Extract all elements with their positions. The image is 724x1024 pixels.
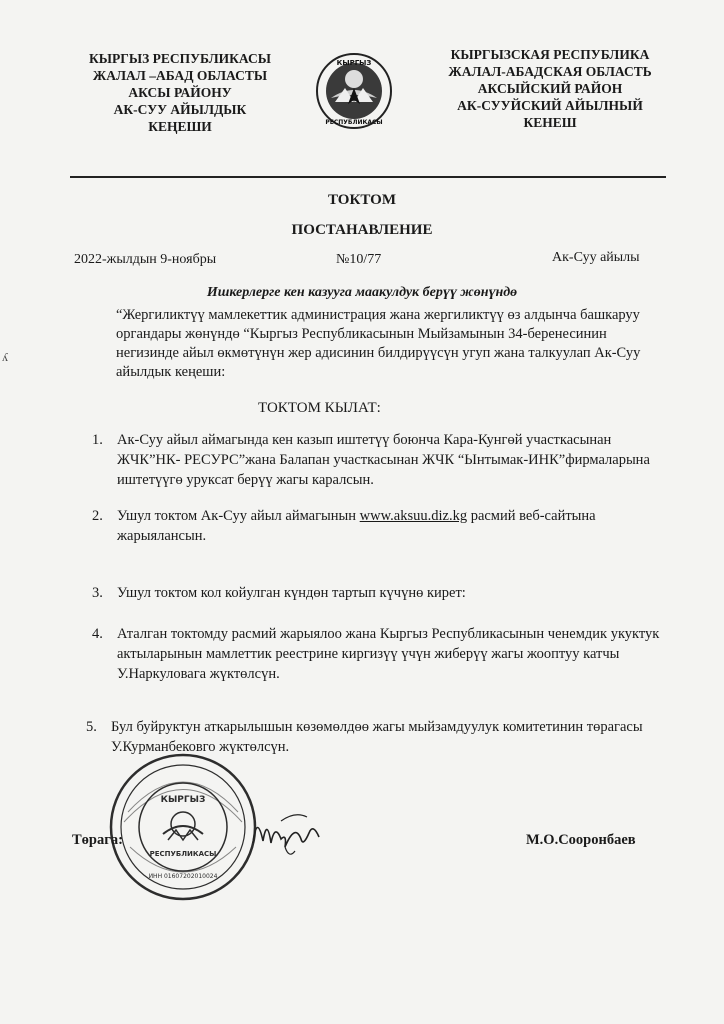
decree-item xyxy=(86,717,671,757)
header-right-line: ЖАЛАЛ-АБАДСКАЯ ОБЛАСТЬ xyxy=(448,64,652,79)
preamble-text: “Жергиликтүү мамлекеттик администрация жана жергиликтүү өз алдынча башкаруу органдары жөнүндө “Кыргыз Республикасынын Мыйзамынын 34-беренесинин негизинде айыл өкмөтүнүн жер адисинин билдирүүсүн угуп жана талкуулап Ак-Суу айылдык кеңеши: xyxy=(116,307,641,380)
chair-label: Төрага: xyxy=(72,832,123,848)
header-left-line: КЫРГЫЗ РЕСПУБЛИКАСЫ xyxy=(88,51,272,66)
item-number: 4. xyxy=(92,626,103,642)
header-divider xyxy=(70,176,666,178)
item-number: 1. xyxy=(92,432,103,448)
doc-number: №10/77 xyxy=(336,252,382,267)
website-link[interactable]: www.aksuu.diz.kg xyxy=(359,508,468,524)
header-right-line: АК-СУУЙСКИЙ АЙЫЛНЫЙ xyxy=(457,98,643,113)
item-number: 3. xyxy=(92,585,103,601)
kyrgyz-emblem-icon xyxy=(315,52,393,130)
svg-text:РЕСПУБЛИКАСЫ: РЕСПУБЛИКАСЫ xyxy=(149,850,217,858)
item-number: 5. xyxy=(86,719,97,735)
header-left-line: АКСЫ РАЙОНУ xyxy=(128,85,232,100)
scan-edge-mark: ʎ xyxy=(2,350,8,364)
decree-item xyxy=(92,583,677,603)
official-stamp-icon xyxy=(108,752,258,902)
item-text: Ушул токтом кол койулган күндөн тартып күчүнө кирет: xyxy=(117,585,466,601)
decree-item xyxy=(92,430,677,490)
doc-preamble xyxy=(116,306,666,382)
item-number: 2. xyxy=(92,508,103,524)
svg-text:ИНН 01607202010024: ИНН 01607202010024 xyxy=(148,873,218,880)
header-right-line: КЫРГЫЗСКАЯ РЕСПУБЛИКА xyxy=(450,47,650,62)
doc-decree-heading: ТОКТОМ КЫЛАТ: xyxy=(258,400,381,416)
svg-text:РЕСПУБЛИКАСЫ: РЕСПУБЛИКАСЫ xyxy=(325,119,383,126)
header-right-line: АКСЫЙСКИЙ РАЙОН xyxy=(477,81,623,96)
item-text: Бул буйруктун аткарылышын көзөмөлдөө жагы мыйзамдуулук комитетинин төрагасы У.Курманбековго жүктөлсүн. xyxy=(111,719,643,755)
doc-title-ru: ПОСТАНАВЛЕНИЕ xyxy=(291,222,433,238)
item-text: Аталган токтомду расмий жарыялоо жана Кыргыз Республикасынын ченемдик укуктук актыларынын мамлеттик реестрине киргизүү үчүн жиберүү жагы жооптуу катчы У.Наркуловага жүктөлсүн. xyxy=(117,626,660,682)
header-left-line: АК-СУУ АЙЫЛДЫК xyxy=(113,102,247,117)
header-left-block xyxy=(70,50,290,135)
svg-text:КЫРГЫЗ: КЫРГЫЗ xyxy=(336,59,372,67)
header-right-block xyxy=(430,46,670,131)
signatory-name: М.О.Сооронбаев xyxy=(526,832,636,848)
doc-title-ky: ТОКТОМ xyxy=(328,192,396,208)
item-text: Ушул токтом Ак-Суу айыл аймагынын xyxy=(117,508,360,524)
item-text: расмий веб-сайтына жарыялансын. xyxy=(117,508,596,544)
decree-item xyxy=(92,624,677,684)
doc-subject: Ишкерлерге кен казууга маакулдук берүү жөнүндө xyxy=(206,285,518,300)
doc-date: 2022-жылдын 9-ноябры xyxy=(74,252,217,267)
doc-place: Ак-Суу айылы xyxy=(552,250,640,265)
svg-text:КЫРГЫЗ: КЫРГЫЗ xyxy=(160,795,206,805)
decree-item xyxy=(92,506,677,546)
header-left-line: КЕҢЕШИ xyxy=(148,119,212,134)
item-text: Ак-Суу айыл аймагында кен казып иштетүү боюнча Кара-Кунгөй участкасынан ЖЧК”НК- РЕСУРС”жана Балапан участкасынан ЖЧК “Ынтымак-ИНК”фирмаларына иштетүүгө уруксат берүү жагы каралсын. xyxy=(117,432,650,488)
header-left-line: ЖАЛАЛ –АБАД ОБЛАСТЫ xyxy=(92,68,268,83)
header-right-line: КЕНЕШ xyxy=(523,115,577,130)
handwritten-signature-icon xyxy=(245,803,325,863)
